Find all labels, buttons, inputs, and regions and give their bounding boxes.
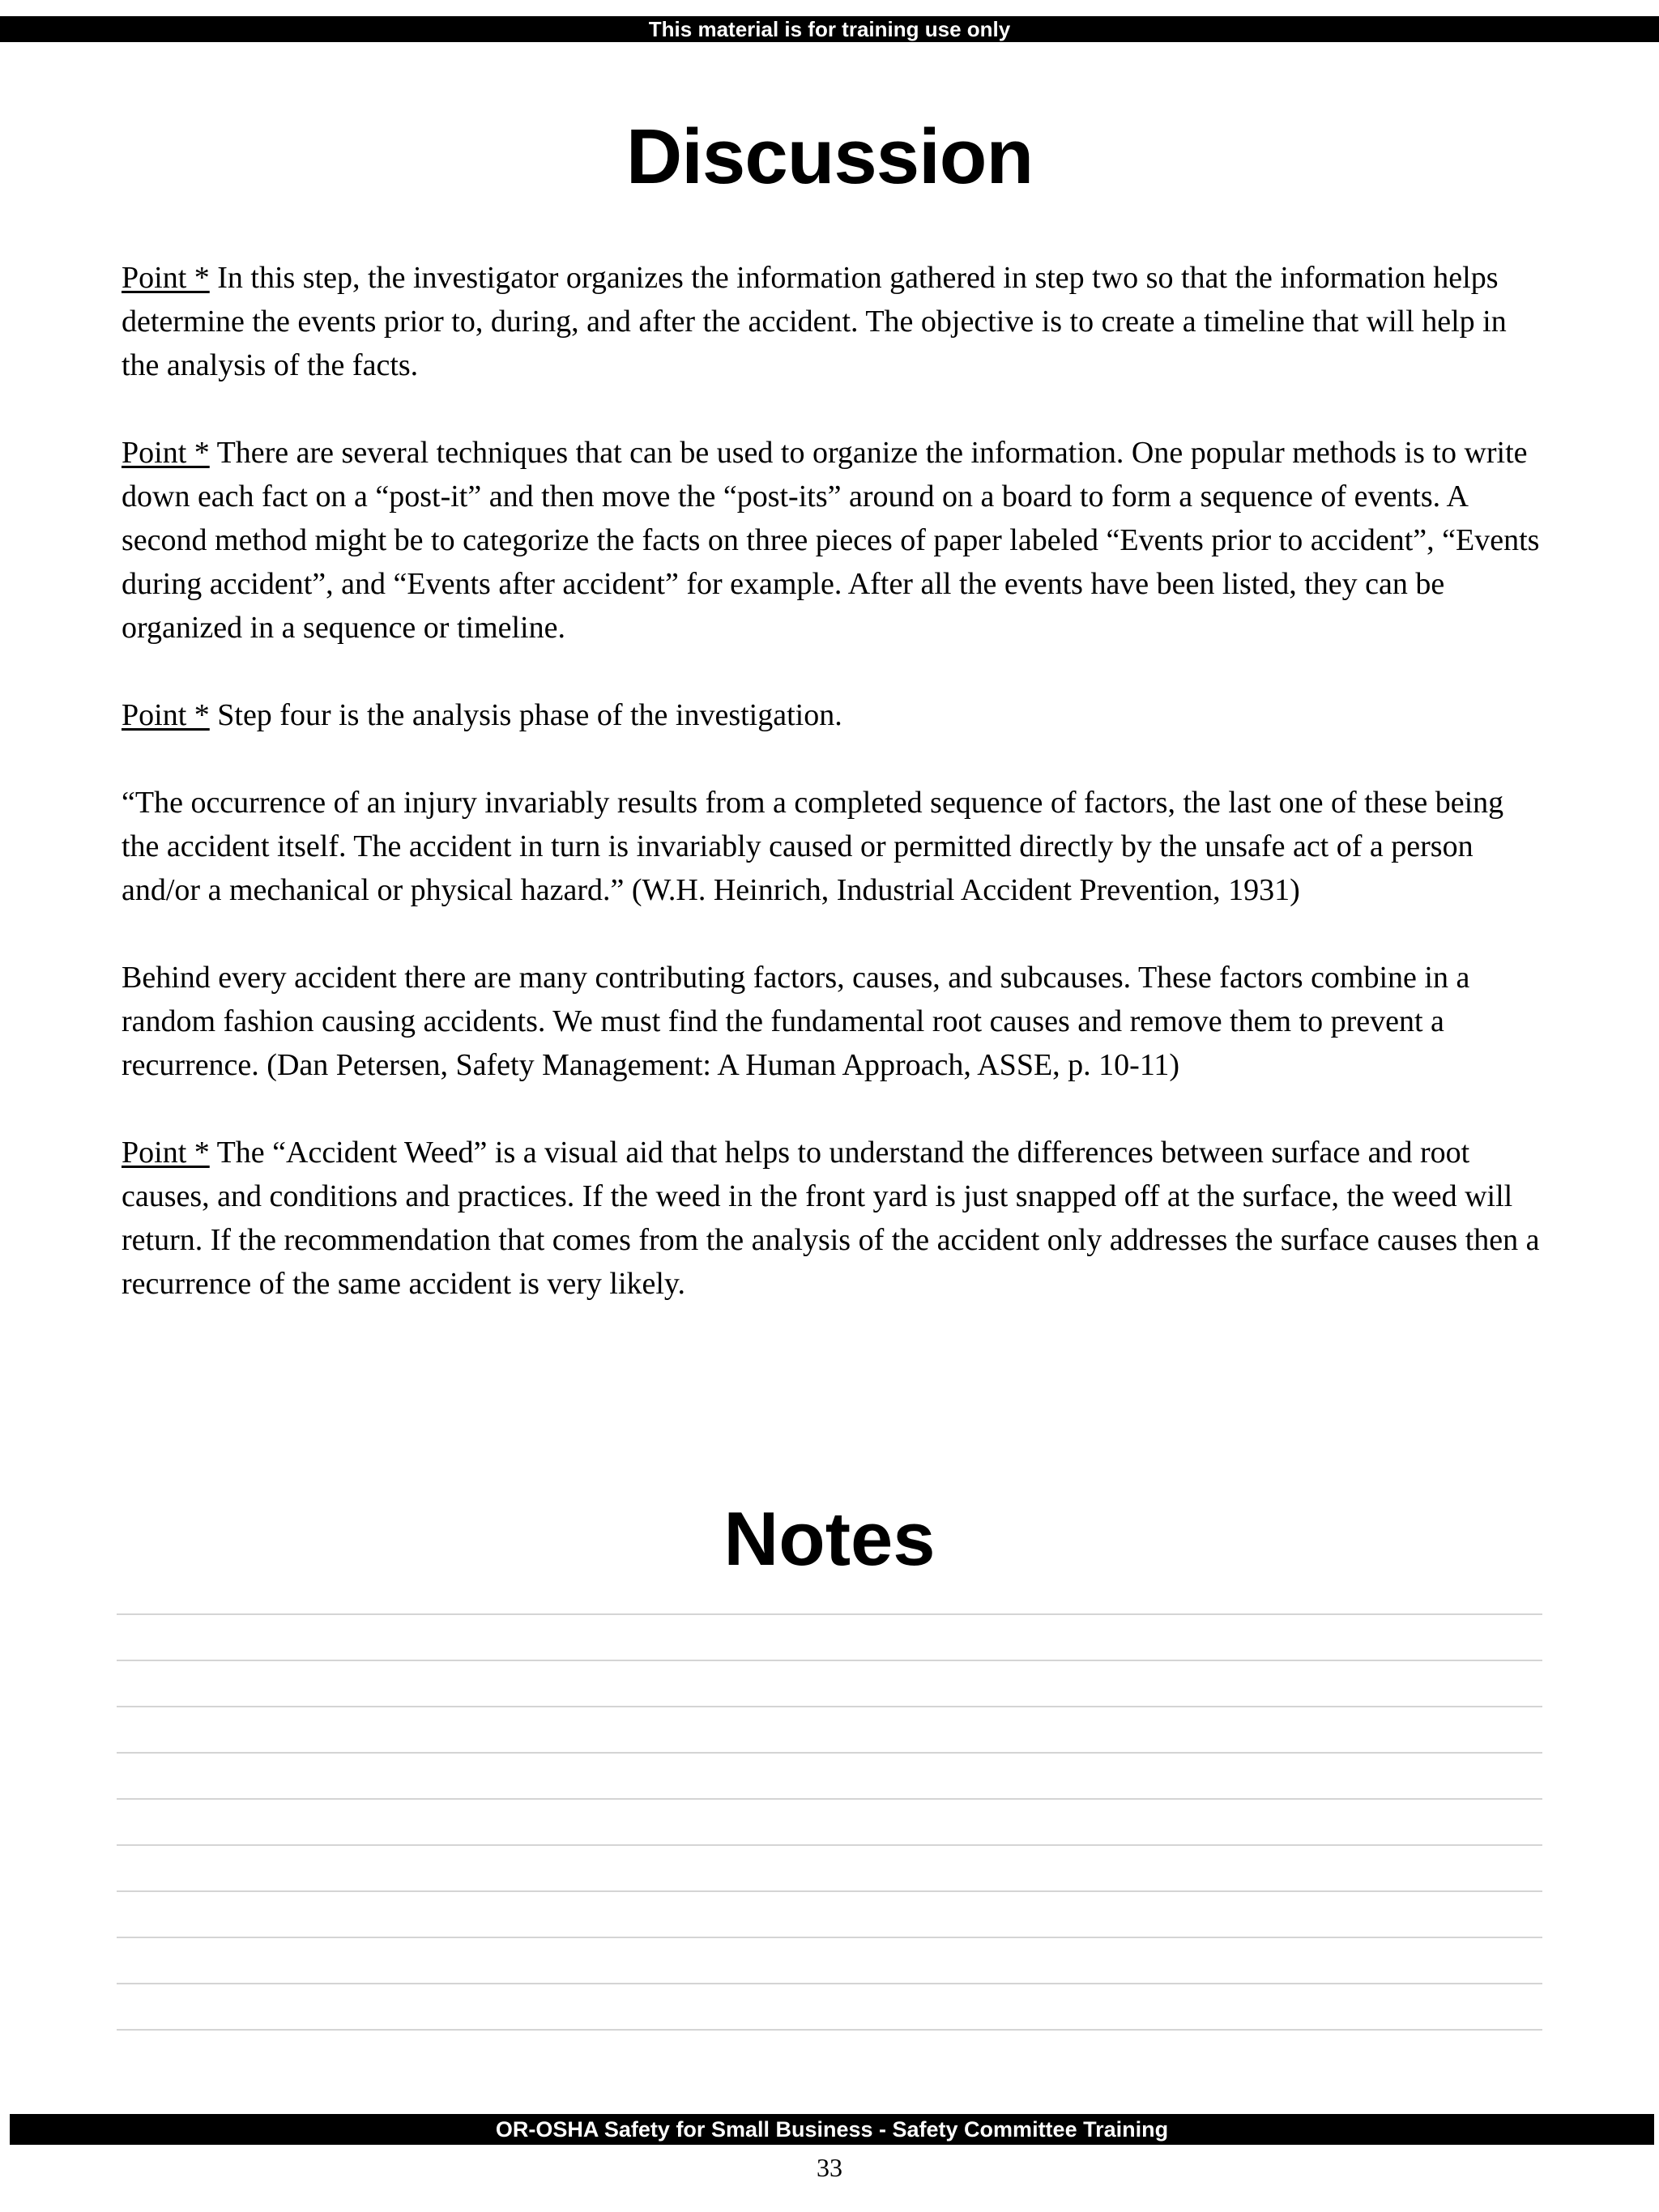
point-label: Point * xyxy=(122,1136,210,1170)
top-banner: This material is for training use only xyxy=(0,16,1659,42)
discussion-body xyxy=(122,256,1547,1349)
paragraph-text: “The occurrence of an injury invariably results from a completed sequence of factors, the last one of these being the accident itself. The accident in turn is invariably caused or permitted directly by the unsafe act of a person and/or a mechanical or physical hazard.” (W.H. Heinrich, Industrial Accident Prevention, 1931) xyxy=(122,786,1504,907)
point-label: Point * xyxy=(122,436,210,470)
footer-banner: OR-OSHA Safety for Small Business - Safety Committee Training xyxy=(10,2114,1654,2145)
quote-paragraph xyxy=(122,781,1547,912)
note-line xyxy=(117,2029,1542,2075)
notes-title: Notes xyxy=(723,1496,936,1581)
note-line xyxy=(117,1890,1542,1937)
paragraph xyxy=(122,693,1547,737)
page-number: 33 xyxy=(817,2153,842,2182)
note-line xyxy=(117,1983,1542,2029)
point-label: Point * xyxy=(122,698,210,732)
paragraph xyxy=(122,256,1547,387)
note-line xyxy=(117,1613,1542,1660)
discussion-title: Discussion xyxy=(625,113,1034,200)
paragraph-text: The “Accident Weed” is a visual aid that helps to understand the differences between surface and root causes, and conditions and practices. If the weed in the front yard is just snapped off at the surface, the weed will return. If the recommendation that comes from the analysis of the accident only addresses the surface causes then a recurrence of the same accident is very likely. xyxy=(122,1136,1540,1301)
paragraph-text: There are several techniques that can be used to organize the information. One popular methods is to write down each fact on a “post-it” and then move the “post-its” around on a board to form a sequence of events. A second method might be to categorize the facts on three pieces of paper labeled “Events prior to accident”, “Events during accident”, and “Events after accident” for example. After all the events have been listed, they can be organized in a sequence or timeline. xyxy=(122,436,1540,645)
quote-paragraph xyxy=(122,956,1547,1087)
note-line xyxy=(117,1660,1542,1706)
note-line xyxy=(117,1706,1542,1752)
paragraph-text: Behind every accident there are many contributing factors, causes, and subcauses. These factors combine in a random fashion causing accidents. We must find the fundamental root causes and remove them to prevent a recurrence. (Dan Petersen, Safety Management: A Human Approach, ASSE, p. 10-11) xyxy=(122,961,1470,1082)
paragraph xyxy=(122,1131,1547,1306)
note-line xyxy=(117,1798,1542,1844)
paragraph-text: In this step, the investigator organizes the information gathered in step two so that the information helps determine the events prior to, during, and after the accident. The objective is to create a timeline that will help in the analysis of the facts. xyxy=(122,261,1507,382)
notes-lines xyxy=(117,1613,1542,2075)
paragraph xyxy=(122,431,1547,650)
paragraph-text: Step four is the analysis phase of the investigation. xyxy=(209,698,842,732)
note-line xyxy=(117,1937,1542,1983)
point-label: Point * xyxy=(122,261,210,295)
note-line xyxy=(117,1844,1542,1890)
note-line xyxy=(117,1752,1542,1798)
